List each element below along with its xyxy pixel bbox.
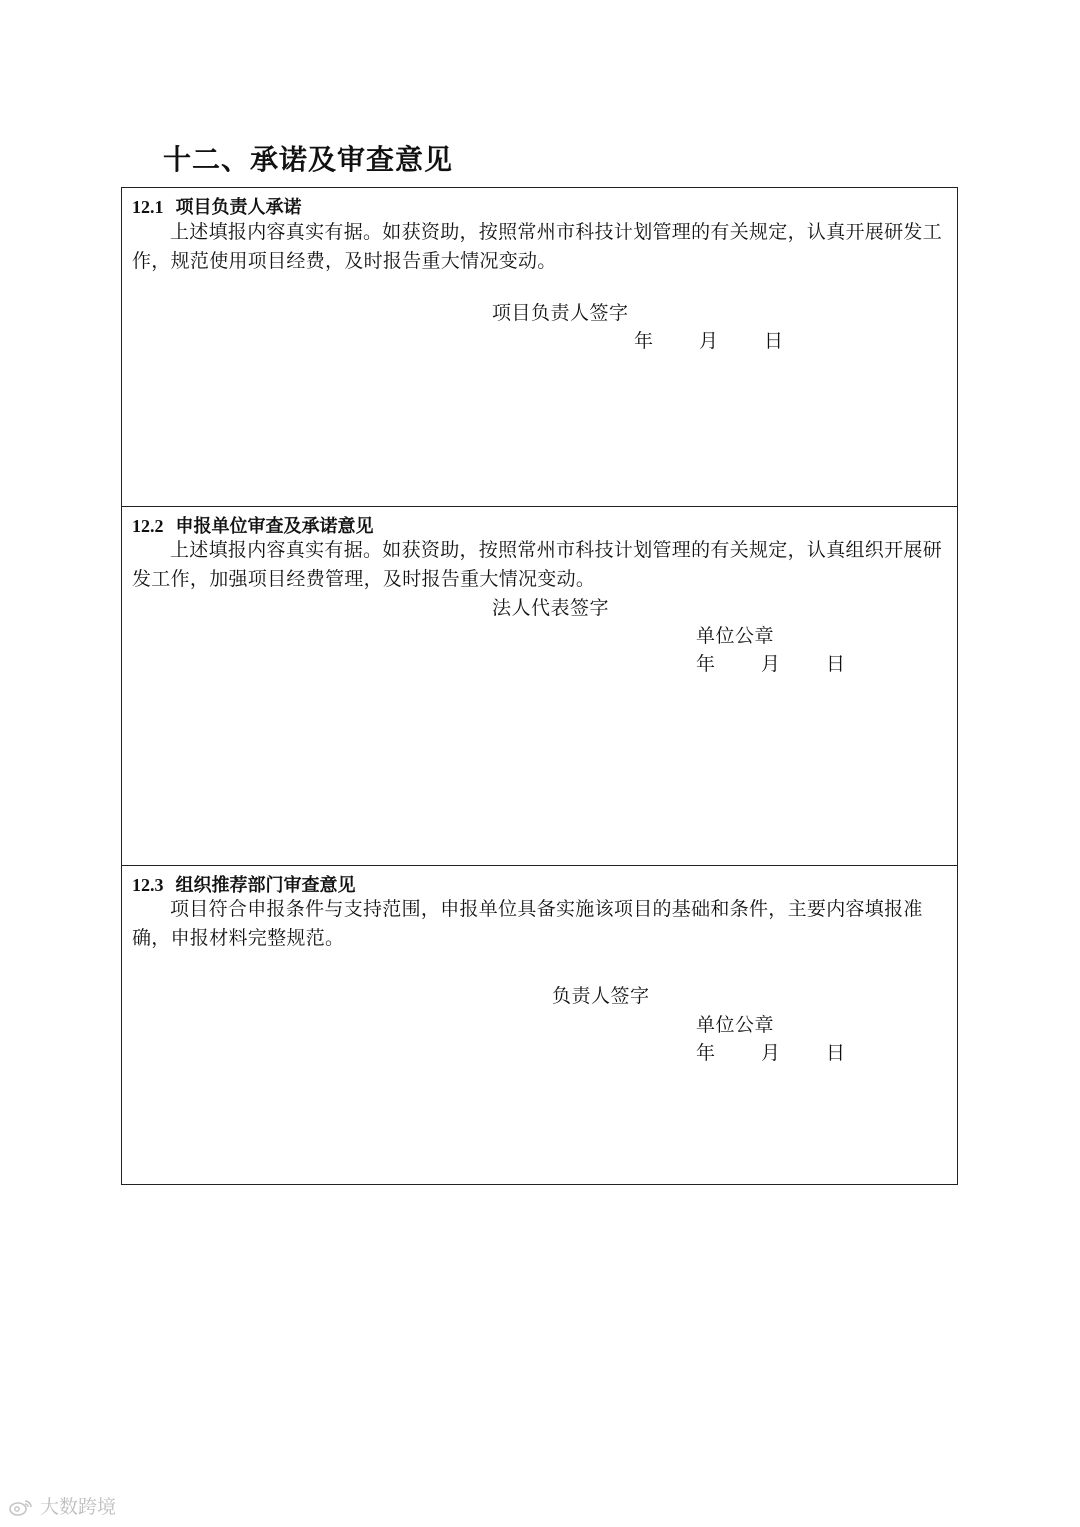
date-row — [696, 1038, 845, 1065]
section-number: 12.1 — [132, 197, 164, 217]
signature-label: 项目负责人签字 — [492, 302, 629, 324]
signature-label: 负责人签字 — [552, 985, 650, 1007]
date-month: 月 — [761, 1042, 781, 1064]
section-body: 项目符合申报条件与支持范围，申报单位具备实施该项目的基础和条件，主要内容填报准确，申报材料完整规范。 — [132, 898, 923, 949]
section-heading — [132, 512, 374, 538]
date-month: 月 — [699, 330, 719, 352]
watermark — [8, 1492, 116, 1519]
seal-label: 单位公章 — [696, 1014, 775, 1036]
section-title: 组织推荐部门审查意见 — [175, 875, 356, 896]
date-day: 日 — [764, 330, 784, 352]
date-day: 日 — [826, 653, 846, 675]
date-row — [634, 326, 783, 353]
section-heading — [132, 871, 356, 897]
section-title: 申报单位审查及承诺意见 — [175, 516, 374, 537]
section-recommending-department-review — [122, 865, 957, 1186]
page-title: 十二、承诺及审查意见 — [163, 143, 454, 176]
section-number: 12.2 — [132, 516, 164, 536]
commitment-form-table — [121, 187, 958, 1185]
section-body: 上述填报内容真实有据。如获资助，按照常州市科技计划管理的有关规定，认真开展研发工作，规范使用项目经费，及时报告重大情况变动。 — [132, 221, 943, 272]
section-title: 项目负责人承诺 — [175, 197, 302, 218]
section-unit-review — [122, 506, 957, 865]
section-applicant-commitment — [122, 188, 957, 506]
section-number: 12.3 — [132, 875, 164, 895]
watermark-text: 大数跨境 — [40, 1496, 117, 1518]
weibo-logo-icon — [8, 1498, 34, 1516]
signature-label: 法人代表签字 — [492, 597, 610, 619]
seal-label: 单位公章 — [696, 625, 775, 647]
date-year: 年 — [634, 330, 654, 352]
date-year: 年 — [696, 653, 716, 675]
date-year: 年 — [696, 1042, 716, 1064]
date-day: 日 — [826, 1042, 846, 1064]
section-body: 上述填报内容真实有据。如获资助，按照常州市科技计划管理的有关规定，认真组织开展研发工作，加强项目经费管理，及时报告重大情况变动。 — [132, 539, 943, 590]
date-month: 月 — [761, 653, 781, 675]
section-heading — [132, 193, 302, 219]
date-row — [696, 649, 845, 676]
